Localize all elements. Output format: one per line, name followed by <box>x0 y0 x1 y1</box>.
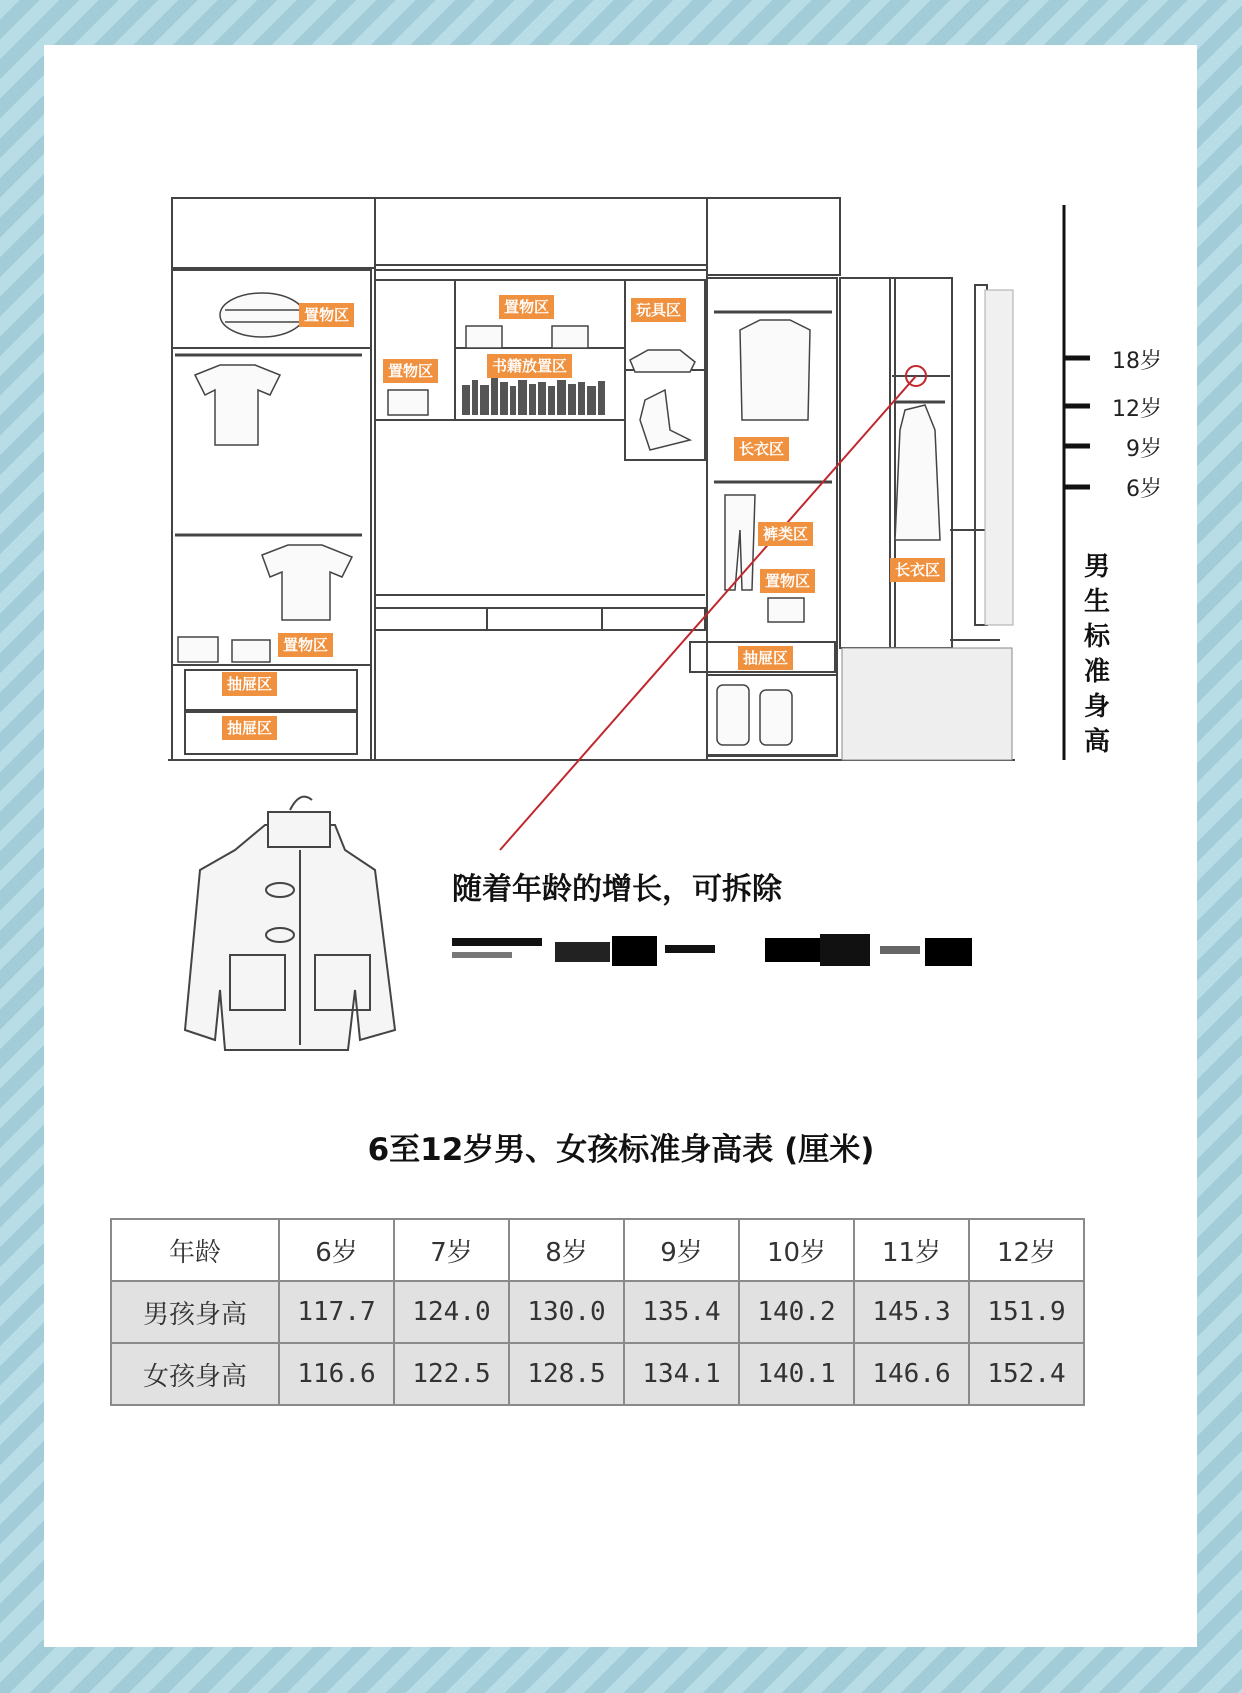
table-row <box>111 1343 1084 1405</box>
tag-drawer-2: 抽屉区 <box>222 716 277 740</box>
tag-storage-bottom-left: 置物区 <box>278 633 333 657</box>
backpack-2 <box>760 690 792 745</box>
top-cabinet-left <box>172 198 375 268</box>
middle-unit <box>375 270 707 760</box>
table-cell: 146.6 <box>854 1343 969 1405</box>
box-a <box>466 326 502 348</box>
removable-note: 随着年龄的增长，可拆除 <box>452 872 782 907</box>
toy-car <box>630 350 695 372</box>
box-d <box>768 598 804 622</box>
table-cell: 134.1 <box>624 1343 739 1405</box>
tag-pants: 裤类区 <box>758 522 813 546</box>
header-cell: 11岁 <box>854 1219 969 1281</box>
row-label: 男孩身高 <box>111 1281 279 1343</box>
table-cell: 140.2 <box>739 1281 854 1343</box>
table-cell: 152.4 <box>969 1343 1084 1405</box>
table-cell: 130.0 <box>509 1281 624 1343</box>
height-mark-9: 9岁 <box>1126 437 1162 462</box>
storage-box-1 <box>178 637 218 662</box>
tag-storage-mid: 置物区 <box>383 359 438 383</box>
row-label: 女孩身高 <box>111 1343 279 1405</box>
header-cell: 8岁 <box>509 1219 624 1281</box>
tag-long-coat-1: 长衣区 <box>734 437 789 461</box>
hoodie <box>740 320 810 420</box>
tag-storage-top-left: 置物区 <box>299 303 354 327</box>
tag-drawer-1: 抽屉区 <box>222 672 277 696</box>
header-cell: 10岁 <box>739 1219 854 1281</box>
table-row <box>111 1281 1084 1343</box>
tag-storage-top: 置物区 <box>499 295 554 319</box>
header-cell: 年龄 <box>111 1219 279 1281</box>
tshirt-1 <box>195 365 280 445</box>
tag-drawer-mid: 抽屉区 <box>738 646 793 670</box>
tag-toys: 玩具区 <box>631 298 686 322</box>
top-cabinet-right <box>707 198 840 275</box>
tag-long-coat-2: 长衣区 <box>890 558 945 582</box>
table-cell: 135.4 <box>624 1281 739 1343</box>
header-cell: 6岁 <box>279 1219 394 1281</box>
height-mark-6: 6岁 <box>1126 477 1162 502</box>
table-cell: 145.3 <box>854 1281 969 1343</box>
table-cell: 117.7 <box>279 1281 394 1343</box>
books <box>462 378 605 415</box>
table-header-row <box>111 1219 1084 1281</box>
table-cell: 122.5 <box>394 1343 509 1405</box>
box-b <box>552 326 588 348</box>
header-cell: 9岁 <box>624 1219 739 1281</box>
box-c <box>388 390 428 415</box>
tshirt-2 <box>262 545 352 620</box>
height-mark-12: 12岁 <box>1112 397 1162 422</box>
storage-box-2 <box>232 640 270 662</box>
tag-books: 书籍放置区 <box>487 354 572 378</box>
table-cell: 116.6 <box>279 1343 394 1405</box>
height-mark-18: 18岁 <box>1112 349 1162 374</box>
tag-storage-right: 置物区 <box>760 569 815 593</box>
table-cell: 151.9 <box>969 1281 1084 1343</box>
jacket-sketch <box>185 797 395 1050</box>
folded-blanket <box>220 293 304 337</box>
height-scale-title: 男生标准身高 <box>1083 552 1110 757</box>
long-dress <box>895 405 940 540</box>
height-table <box>110 1218 1085 1406</box>
header-cell: 12岁 <box>969 1219 1084 1281</box>
toy-dinosaur <box>640 390 690 450</box>
table-cell: 140.1 <box>739 1343 854 1405</box>
glitch-bar <box>452 934 972 966</box>
top-cabinet-mid <box>375 198 707 265</box>
table-title: 6至12岁男、女孩标准身高表 (厘米) <box>367 1132 875 1168</box>
wall-hatch <box>842 648 1012 760</box>
header-cell: 7岁 <box>394 1219 509 1281</box>
backpack-1 <box>717 685 749 745</box>
table-cell: 128.5 <box>509 1343 624 1405</box>
table-cell: 124.0 <box>394 1281 509 1343</box>
